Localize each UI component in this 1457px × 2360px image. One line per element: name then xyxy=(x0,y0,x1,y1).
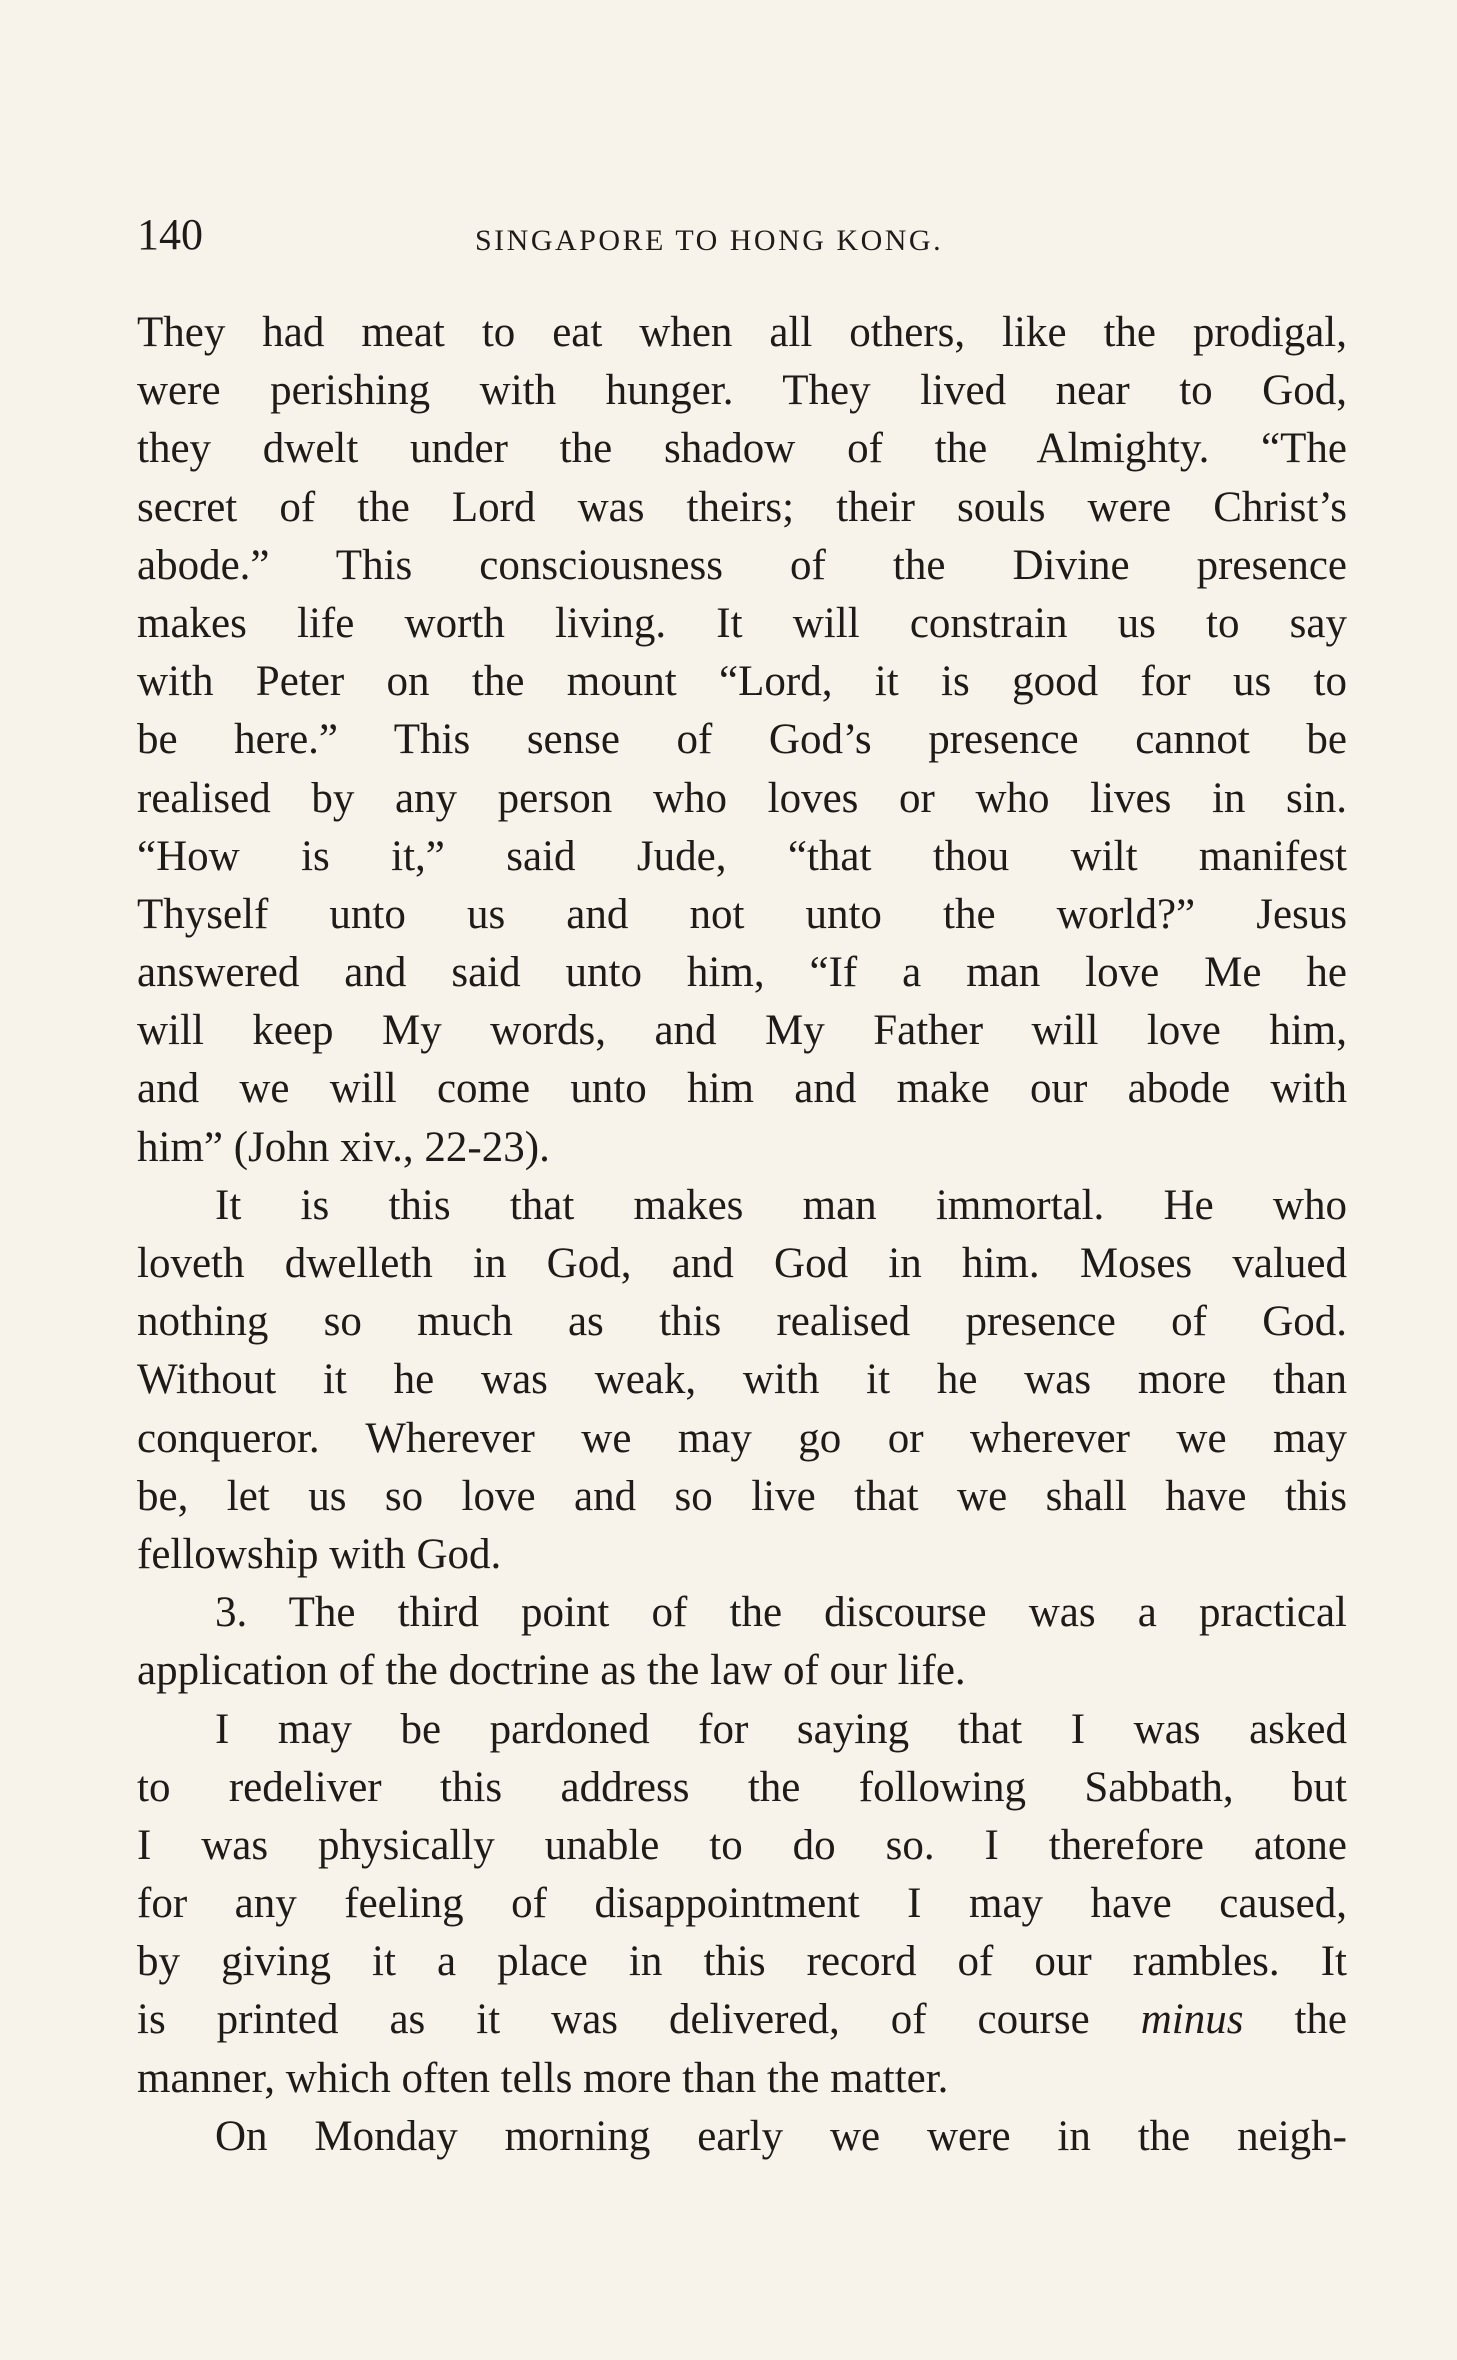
text-line: with Peter on the mount “Lord, it is good for us to xyxy=(137,658,1347,706)
running-title: SINGAPORE TO HONG KONG. xyxy=(475,224,944,257)
text-line: I was physically unable to do so. I therefore atone xyxy=(137,1821,1347,1869)
text-line: application of the doctrine as the law of our life. xyxy=(137,1647,966,1695)
text-line: abode.” This consciousness of the Divine presence xyxy=(137,541,1347,589)
text-line: conqueror. Wherever we may go or wherever we may xyxy=(137,1414,1347,1462)
text-line xyxy=(137,1991,1347,2049)
text-line: for any feeling of disappointment I may have caused, xyxy=(137,1880,1347,1928)
text-line: be here.” This sense of God’s presence cannot be xyxy=(137,716,1347,764)
text-line: manner, which often tells more than the matter. xyxy=(137,2054,949,2102)
text-line: secret of the Lord was theirs; their souls were Christ’s xyxy=(137,483,1347,531)
text-line: On Monday morning early we were in the neigh- xyxy=(215,2112,1347,2160)
text-line: fellowship with God. xyxy=(137,1530,502,1578)
running-head xyxy=(137,205,1347,265)
text-line: “How is it,” said Jude, “that thou wilt manifest xyxy=(137,832,1347,880)
text-segment: the xyxy=(1243,1996,1347,2044)
text-line: will keep My words, and My Father will love him, xyxy=(137,1007,1347,1055)
text-line: were perishing with hunger. They lived near to God, xyxy=(137,367,1347,415)
page-number: 140 xyxy=(137,210,203,259)
text-line: 3. The third point of the discourse was a practical xyxy=(215,1589,1347,1637)
body-text xyxy=(137,304,1347,2166)
text-line: by giving it a place in this record of our rambles. It xyxy=(137,1938,1347,1986)
text-line: It is this that makes man immortal. He who xyxy=(215,1181,1347,1229)
italic-word: minus xyxy=(1140,1996,1244,2044)
text-line: and we will come unto him and make our abode with xyxy=(137,1065,1347,1113)
text-line: to redeliver this address the following Sabbath, but xyxy=(137,1763,1347,1811)
text-line: Without it he was weak, with it he was more than xyxy=(137,1356,1347,1404)
text-line: him” (John xiv., 22-23). xyxy=(137,1123,550,1171)
text-line: they dwelt under the shadow of the Almighty. “The xyxy=(137,425,1347,473)
text-line: realised by any person who loves or who lives in sin. xyxy=(137,774,1347,822)
text-line: Thyself unto us and not unto the world?” Jesus xyxy=(137,890,1347,938)
text-line: be, let us so love and so live that we shall have this xyxy=(137,1472,1347,1520)
text-line: loveth dwelleth in God, and God in him. Moses valued xyxy=(137,1240,1347,1287)
text-line: answered and said unto him, “If a man love Me he xyxy=(137,949,1347,997)
text-line: nothing so much as this realised presence of God. xyxy=(137,1298,1347,1346)
text-segment: is printed as it was delivered, of course xyxy=(137,1996,1141,2044)
text-line: I may be pardoned for saying that I was asked xyxy=(215,1705,1347,1753)
text-line: They had meat to eat when all others, like the prodigal, xyxy=(137,309,1347,356)
text-line: makes life worth living. It will constrain us to say xyxy=(137,599,1347,647)
